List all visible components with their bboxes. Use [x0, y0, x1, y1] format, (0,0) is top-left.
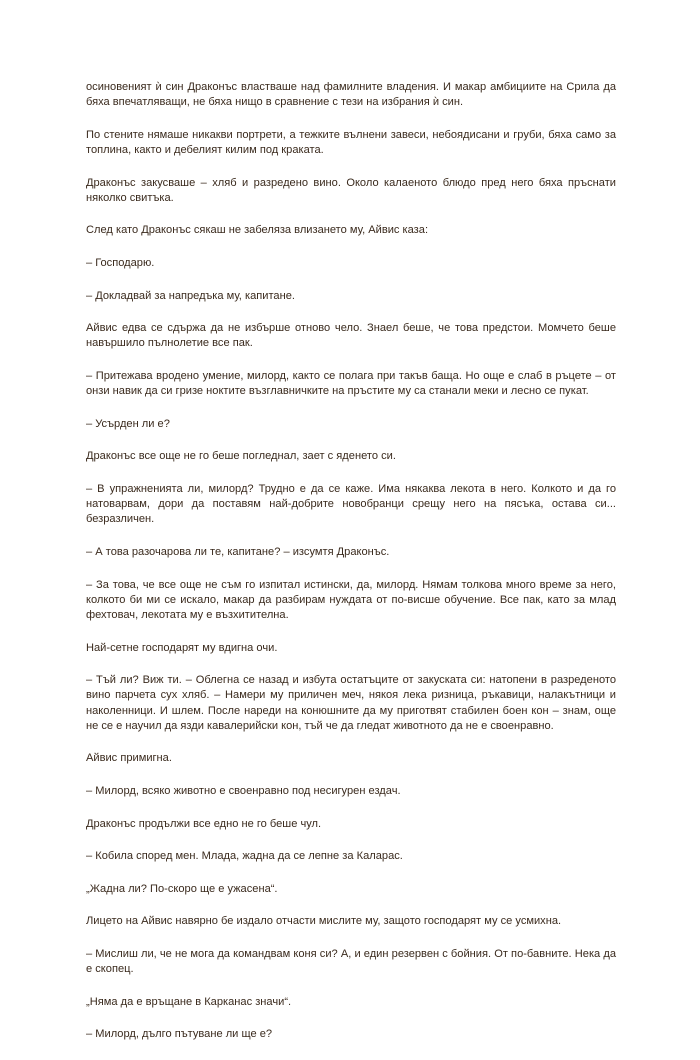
paragraph: „Няма да е връщане в Карканас значи“. [86, 995, 292, 1008]
paragraph: – Милорд, всяко животно е своенравно под несигурен ездач. [86, 784, 401, 797]
paragraph: „Жадна ли? По-скоро ще е ужасена“. [86, 882, 278, 895]
paragraph: Драконъс продължи все едно не го беше чул. [86, 817, 322, 830]
paragraph: По стените нямаше никакви портрети, а тежките вълнени завеси, небоядисани и груби, бяха само за топлина, както и дебелият килим под краката. [86, 128, 616, 156]
paragraph: – Мислиш ли, че не мога да командвам коня си? А, и един резервен с бойния. От по-бавните. Нека да е скопец. [86, 947, 616, 976]
paragraph: – Кобила според мен. Млада, жадна да се лепне за Каларас. [86, 850, 403, 863]
paragraph: След като Драконъс сякаш не забеляза влизането му, Айвис каза: [86, 224, 429, 237]
paragraph: – Тъй ли? Виж ти. – Облегна се назад и избута остатъците от закуската си: натопени в разреденото вино парчета сух хляб. – Намери му приличен меч, някоя лека ризница, ръкавици, налакътници и наколенници. И шлем. После нареди на конюшните да му приготвят стабилен боен кон – знам, още не се е научил да язди кавалерийски кон, тъй че да гледат животното да не е своенравно. [86, 674, 616, 732]
paragraph: Най-сетне господарят му вдигна очи. [86, 641, 278, 654]
paragraph: осиновеният ѝ син Драконъс властваше над фамилните владения. И макар амбициите на Срила да бяха впечатляващи, не бяха нищо в сравнение с тези на избрания ѝ син. [86, 81, 616, 109]
paragraph: – Милорд, дълго пътуване ли ще е? [86, 1028, 273, 1041]
paragraph: – А това разочарова ли те, капитане? – изсумтя Драконъс. [86, 545, 390, 558]
paragraph: Драконъс все още не го беше погледнал, зает с яденето си. [86, 450, 396, 463]
paragraph: – Господарю. [86, 256, 155, 269]
paragraph: Драконъс закусваше – хляб и разредено вино. Около калаеното блюдо пред него бяха пръснати няколко свитъка. [86, 176, 616, 204]
body-text [86, 80, 616, 1060]
paragraph: – За това, че все още не съм го изпитал истински, да, милорд. Нямам толкова много време за него, колкото би ми се искало, макар да разбирам нуждата от по-висше обучение. Все пак, като за млад фехтовач, лекотата му е възхитителна. [86, 578, 616, 621]
paragraph: – Усърден ли е? [86, 417, 170, 430]
paragraph: – Докладвай за напредъка му, капитане. [86, 289, 295, 302]
paragraph: Айвис едва се сдържа да не избърше отново чело. Знаел беше, че това предстои. Момчето беше навършило пълнолетие все пак. [86, 322, 616, 350]
paragraph: – В упражненията ли, милорд? Трудно е да се каже. Има някаква лекота в него. Колкото и да го натоварвам, дори да поставям най-добрите новобранци срещу него на пясъка, остава си... безразличен. [86, 482, 616, 526]
paragraph: Айвис примигна. [86, 752, 172, 765]
paragraph: – Притежава вродено умение, милорд, както се полага при такъв баща. Но още е слаб в ръцете – от онзи навик да си гризе ноктите възглавничките на пръстите му са станали меки и лесно се пукат. [86, 369, 616, 398]
paragraph: Лицето на Айвис навярно бе издало отчасти мислите му, защото господарят му се усмихна. [86, 915, 562, 928]
